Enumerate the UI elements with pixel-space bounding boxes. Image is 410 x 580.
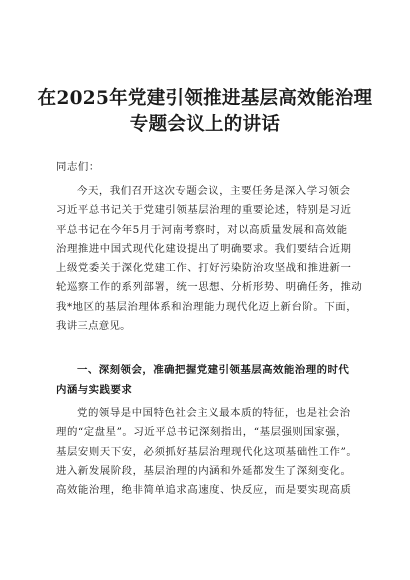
paragraph-line: 进入新发展阶段，基层治理的内涵和外延都发生了深刻变化。 <box>56 464 352 477</box>
paragraph-line: 我讲三点意见。 <box>56 320 131 333</box>
paragraph-line: 轮巡察工作的系列部署，统一思想、分析形势、明确任务，推动 <box>56 281 363 294</box>
salutation-text: 同志们： <box>56 161 100 173</box>
title-line: 专题会议上的讲话 <box>129 114 281 135</box>
paragraph-line: 基层安则天下安，必须抓好基层治理现代化这项基础性工作”。 <box>56 445 358 458</box>
heading-line: 一、深刻领会，准确把握党建引领基层高效能治理的时代 <box>77 364 350 376</box>
paragraph-line: 今天，我们召开这次专题会议，主要任务是深入学习领会 <box>77 185 351 197</box>
paragraph-line: 习近平总书记关于党建引领基层治理的重要论述，特别是习近 <box>56 204 352 217</box>
title-line: 在2025年党建引领推进基层高效能治理 <box>37 88 373 109</box>
paragraph-line: 党的领导是中国特色社会主义最本质的特征，也是社会治 <box>77 407 351 419</box>
paragraph-line: 治理推进中国式现代化建设提出了明确要求。我们要结合近期 <box>56 242 352 255</box>
section-heading-1 <box>56 361 361 400</box>
salutation <box>56 158 356 177</box>
paragraph-line: 上级党委关于深化党建工作、打好污染防治攻坚战和推进新一 <box>56 262 352 275</box>
document-title <box>30 86 380 138</box>
paragraph-line: 高效能治理，绝非简单追求高速度、快反应，而是要实现高质 <box>56 484 352 497</box>
heading-line: 内涵与实践要求 <box>56 383 133 396</box>
paragraph-line: 我*地区的基层治理体系和治理能力现代化迈上新台阶。下面， <box>56 300 358 313</box>
paragraph-1 <box>56 182 363 336</box>
paragraph-line: 平总书记在今年5月于河南考察时，对以高质量发展和高效能 <box>56 223 348 236</box>
paragraph-2 <box>56 404 356 500</box>
paragraph-line: 理的“定盘星”。习近平总书记深刻指出，“基层强则国家强， <box>56 426 348 439</box>
